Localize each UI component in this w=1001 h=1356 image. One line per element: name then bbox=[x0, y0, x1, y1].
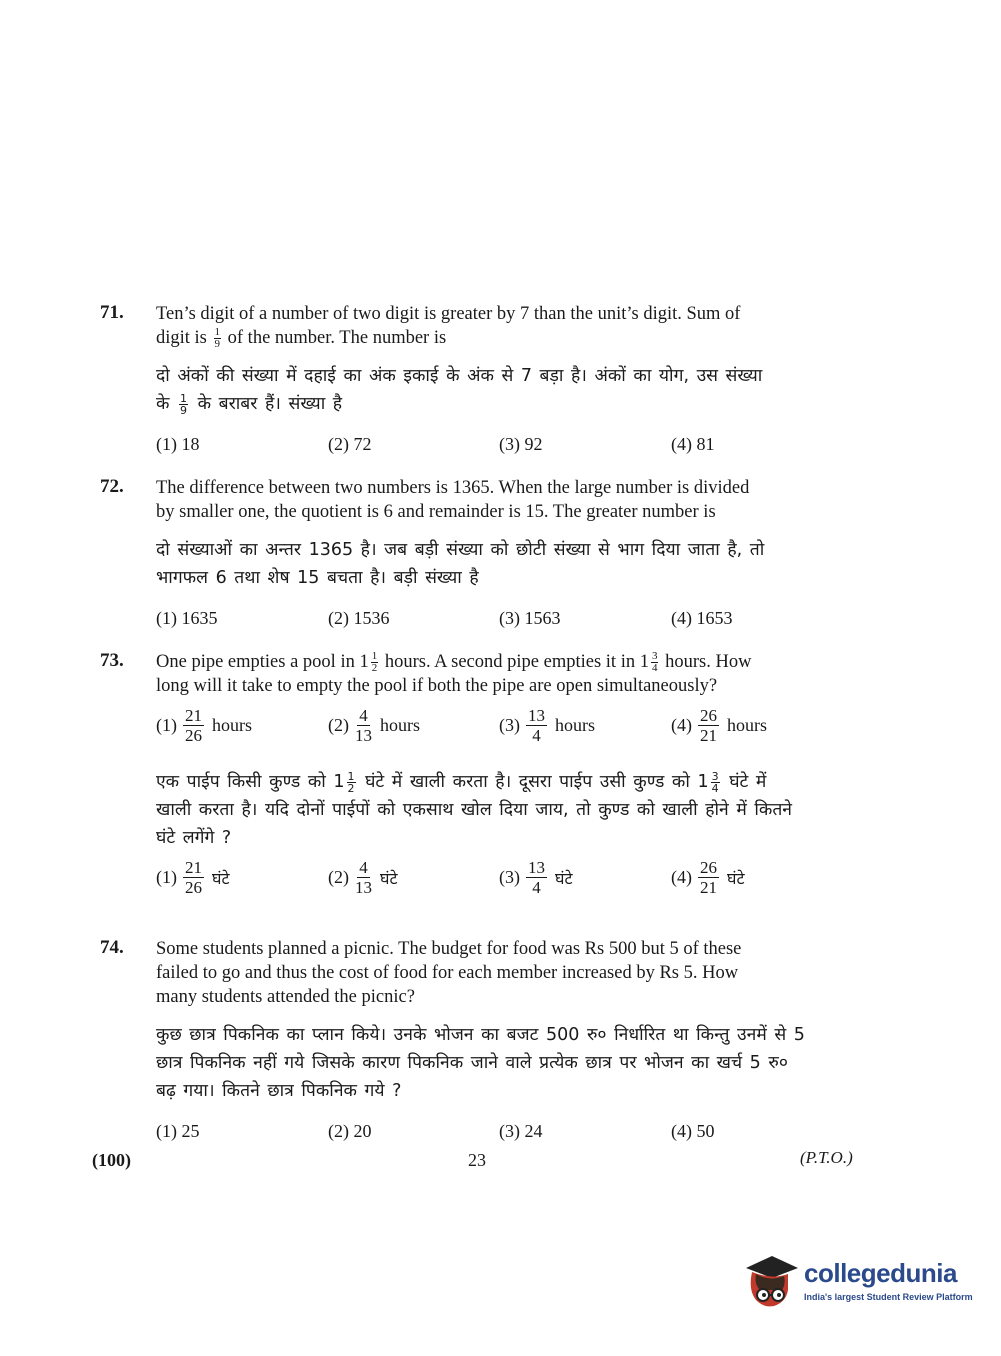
option-3: (3) $\frac{13}{4}$ घंटे bbox=[499, 858, 573, 898]
please-turn-over: (P.T.O.) bbox=[800, 1148, 853, 1167]
options bbox=[156, 1115, 870, 1149]
option-2: (2) $\frac{4}{13}$ घंटे bbox=[328, 858, 398, 898]
options bbox=[156, 428, 870, 462]
fraction: $\frac{1}{9}$ bbox=[180, 391, 188, 417]
question-73 bbox=[100, 650, 870, 908]
question-text-hi: कुछ छात्र पिकनिक का प्लान किये। उनके भोजन का बजट 500 रु० निर्धारित था किन्तु उनमें से 5 छात्र पिकनिक नहीं गये जिसके कारण पिकनिक जाने वाले प्रत्येक छात्र पर भोजन का खर्च 5 रु० बढ़ गया। कितने छात्र पिकनिक गये ? bbox=[156, 1025, 805, 1101]
question-text-en: Some students planned a picnic. The budget for food was Rs 500 but 5 of these failed to go and thus the cost of food for each member increased by Rs 5. How many students attended the picnic? bbox=[156, 939, 742, 1007]
logo-tagline: India's largest Student Review Platform bbox=[804, 1292, 973, 1302]
question-number: 74. bbox=[100, 937, 124, 958]
option-1: (1) $\frac{21}{26}$ hours bbox=[156, 706, 252, 746]
option-4: (4) 50 bbox=[671, 1121, 715, 1141]
question-74 bbox=[100, 937, 870, 1149]
option-2: (2) 1536 bbox=[328, 608, 390, 628]
question-72 bbox=[100, 476, 870, 636]
question-text-hi: दो अंकों की संख्या में दहाई का अंक इकाई के अंक से 7 बड़ा है। अंकों का योग, उस संख्या के $\frac{1}{9}$ के बराबर हैं। संख्या है bbox=[156, 366, 763, 417]
option-4: (4) 1653 bbox=[671, 608, 733, 628]
options-en bbox=[156, 706, 870, 756]
option-4: (4) 81 bbox=[671, 434, 715, 455]
option-3: (3) 92 bbox=[499, 434, 543, 455]
collegedunia-logo bbox=[742, 1250, 974, 1312]
fraction: $\frac{1}{2}$ bbox=[371, 650, 378, 675]
option-3: (3) 24 bbox=[499, 1121, 543, 1141]
option-1: (1) 25 bbox=[156, 1121, 200, 1141]
question-text-hi: दो संख्याओं का अन्तर 1365 है। जब बड़ी संख्या को छोटी संख्या से भाग दिया जाता है, तो भागफल 6 तथा शेष 15 बचता है। बड़ी संख्या है bbox=[156, 540, 765, 588]
options bbox=[156, 602, 870, 636]
question-number: 72. bbox=[100, 476, 124, 497]
fraction: $\frac{3}{4}$ bbox=[651, 650, 658, 675]
question-number: 73. bbox=[100, 650, 124, 671]
question-number: 71. bbox=[100, 302, 124, 323]
logo-wordmark: collegedunia bbox=[804, 1258, 957, 1288]
option-3: (3) $\frac{13}{4}$ hours bbox=[499, 706, 595, 746]
option-2: (2) 20 bbox=[328, 1121, 372, 1141]
option-4: (4) $\frac{26}{21}$ घंटे bbox=[671, 858, 745, 898]
fraction: $\frac{1}{9}$ bbox=[214, 326, 221, 351]
question-text-en: Ten’s digit of a number of two digit is greater by 7 than the unit’s digit. Sum of digit is $\frac{1}{9}$ of the number. The number is bbox=[156, 304, 741, 351]
option-2: (2) 72 bbox=[328, 434, 372, 455]
question-71 bbox=[100, 302, 870, 462]
page-number: 23 bbox=[468, 1150, 486, 1170]
booklet-code: (100) bbox=[92, 1150, 131, 1170]
question-text-hi: एक पाईप किसी कुण्ड को 1 $\frac{1}{2}$ घंटे में खाली करता है। दूसरा पाईप उसी कुण्ड को 1 $\frac{3}{4}$ घंटे में खाली करता है। यदि दोनों पाईपों को एकसाथ खोल दिया जाय, तो कुण्ड को खाली होने में कितने घंटे लगेंगे ? bbox=[156, 769, 793, 849]
option-1: (1) 1635 bbox=[156, 608, 218, 628]
option-2: (2) $\frac{4}{13}$ hours bbox=[328, 706, 420, 746]
mascot-icon bbox=[742, 1250, 800, 1312]
question-text-en: The difference between two numbers is 1365. When the large number is divided by smaller one, the quotient is 6 and remainder is 15. The greater number is bbox=[156, 478, 750, 522]
options-hi bbox=[156, 858, 870, 908]
question-text-en: One pipe empties a pool in 1 $\frac{1}{2}$ hours. A second pipe empties it in 1 $\frac{3}{4}$ hours. How long will it take to empty the pool if both the pipe are open simultaneously? bbox=[156, 650, 752, 697]
option-3: (3) 1563 bbox=[499, 608, 561, 628]
fraction: $\frac{3}{4}$ bbox=[711, 769, 719, 795]
option-1: (1) 18 bbox=[156, 434, 200, 455]
option-4: (4) $\frac{26}{21}$ hours bbox=[671, 706, 767, 746]
fraction: $\frac{1}{2}$ bbox=[347, 769, 355, 795]
option-1: (1) $\frac{21}{26}$ घंटे bbox=[156, 858, 230, 898]
